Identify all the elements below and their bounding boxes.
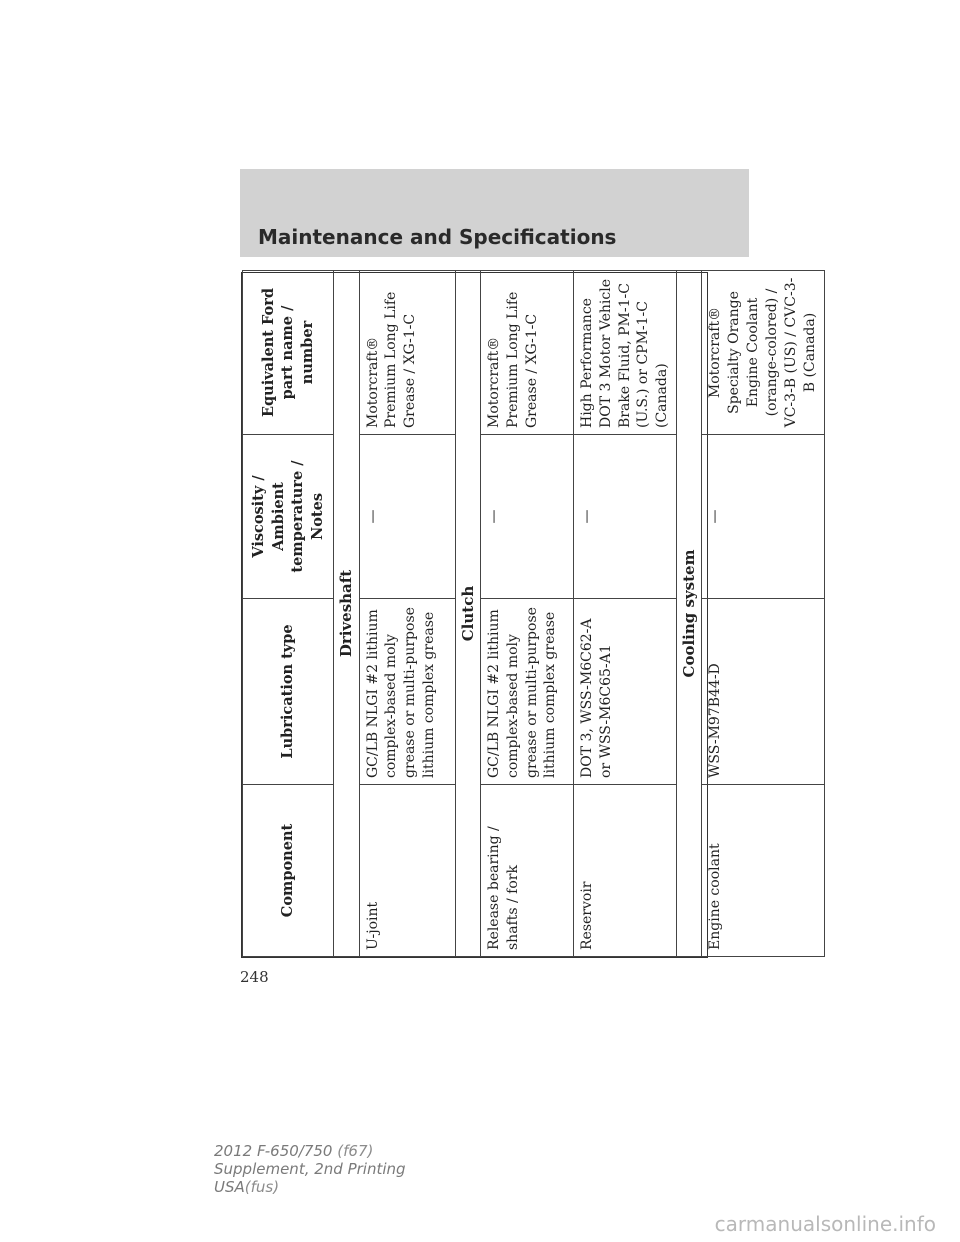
cell-notes: — xyxy=(359,435,455,599)
section-title: Cooling system xyxy=(677,271,702,957)
section-row-clutch xyxy=(455,271,480,957)
cell-part: Motorcraft® Specialty Orange Engine Coolant (orange-colored) / VC-3-B (US) / CVC-3-B (Canada) xyxy=(702,271,824,435)
cell-lubrication: DOT 3, WSS-M6C62-A or WSS-M6C65-A1 xyxy=(573,599,676,785)
watermark: carmanualsonline.info xyxy=(714,1212,936,1236)
section-title: Clutch xyxy=(455,271,480,957)
cell-part: Motorcraft® Premium Long Life Grease / XG-1-C xyxy=(480,271,573,435)
cell-notes: — xyxy=(573,435,676,599)
section-title: Driveshaft xyxy=(334,271,359,957)
footer-region: USA xyxy=(214,1178,245,1196)
cell-part: High Performance DOT 3 Motor Vehicle Brake Fluid, PM-1-C (U.S.) or CPM-1-C (Canada) xyxy=(573,271,676,435)
section-row-driveshaft xyxy=(334,271,359,957)
cell-lubrication: GC/LB NLGI #2 lithium complex-based moly grease or multi-purpose lithium complex grease xyxy=(480,599,573,785)
table-row xyxy=(702,271,824,957)
column-header-part: Equivalent Ford part name / number xyxy=(243,271,334,435)
table-header-row xyxy=(243,271,334,957)
print-footer xyxy=(214,1142,406,1196)
cell-notes: — xyxy=(480,435,573,599)
table-row xyxy=(480,271,573,957)
page-title: Maintenance and Specifications xyxy=(258,225,617,249)
footer-model: 2012 F-650/750 xyxy=(214,1142,333,1160)
footer-line-3 xyxy=(214,1178,406,1196)
cell-component: Reservoir xyxy=(573,785,676,957)
cell-lubrication: WSS-M97B44-D xyxy=(702,599,824,785)
column-header-component: Component xyxy=(243,785,334,957)
cell-component: U-joint xyxy=(359,785,455,957)
cell-lubrication: GC/LB NLGI #2 lithium complex-based moly grease or multi-purpose lithium complex grease xyxy=(359,599,455,785)
footer-line-1 xyxy=(214,1142,406,1160)
table-row xyxy=(359,271,455,957)
footer-region-code: (fus) xyxy=(244,1178,280,1196)
column-header-notes: Viscosity / Ambient temperature / Notes xyxy=(243,435,334,599)
footer-line-2 xyxy=(214,1160,406,1178)
cell-component: Engine coolant xyxy=(702,785,824,957)
cell-part: Motorcraft® Premium Long Life Grease / XG-1-C xyxy=(359,271,455,435)
spec-table-rotated xyxy=(241,272,818,958)
footer-model-code: (f67) xyxy=(337,1142,374,1160)
section-row-cooling xyxy=(677,271,702,957)
cell-notes: — xyxy=(702,435,824,599)
footer-printing: Supplement, 2nd Printing xyxy=(214,1160,406,1178)
page-number: 248 xyxy=(240,968,269,986)
column-header-lubrication: Lubrication type xyxy=(243,599,334,785)
table-row xyxy=(573,271,676,957)
header-band xyxy=(240,169,749,257)
spec-table-container xyxy=(241,272,818,958)
lubrication-spec-table xyxy=(242,270,825,957)
cell-component: Release bearing / shafts / fork xyxy=(480,785,573,957)
